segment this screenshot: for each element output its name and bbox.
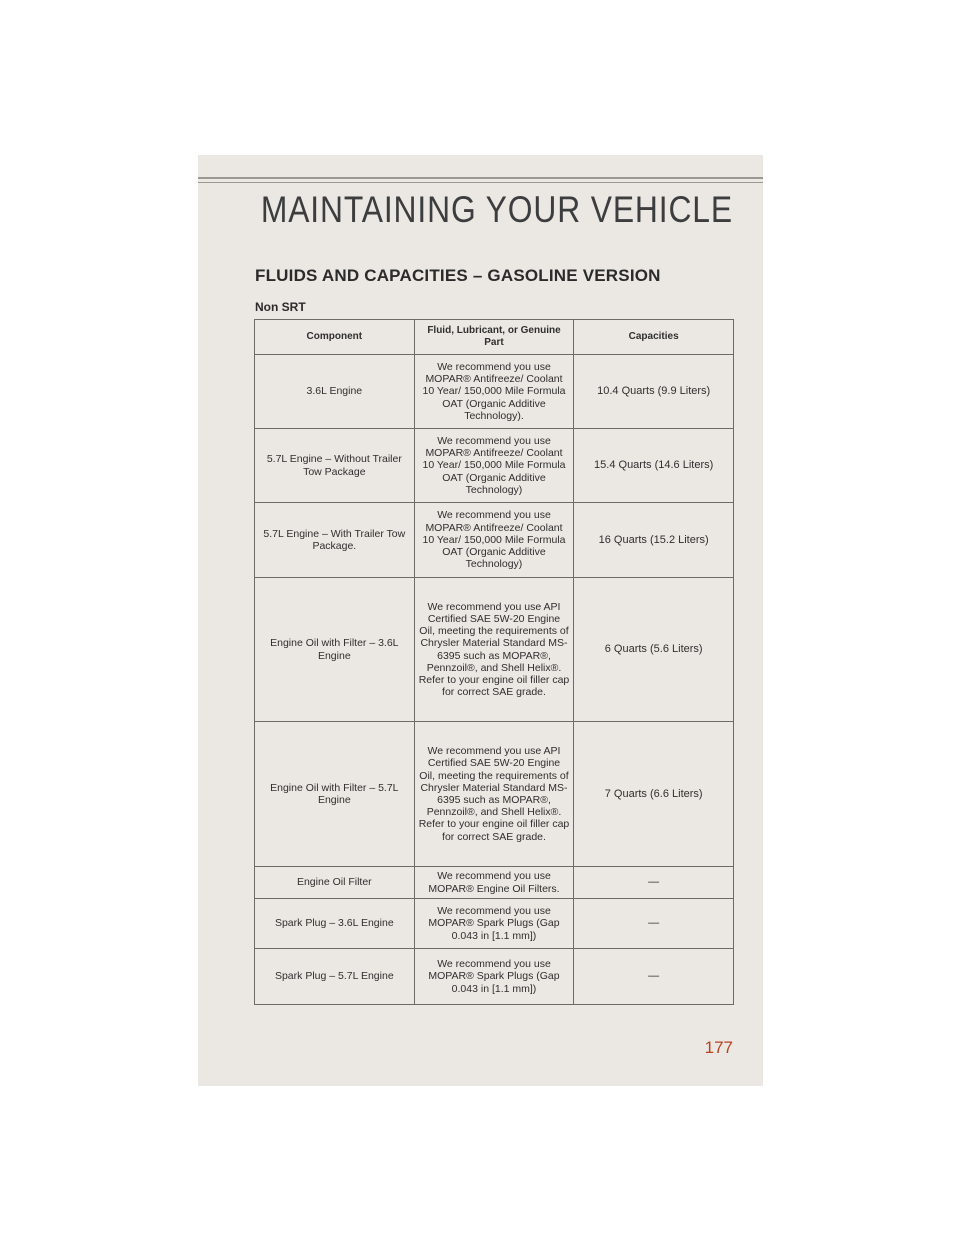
- section-title: FLUIDS AND CAPACITIES – GASOLINE VERSION: [255, 266, 661, 285]
- capacity-cell: 6 Quarts (5.6 Liters): [574, 578, 734, 722]
- capacity-cell: 16 Quarts (15.2 Liters): [574, 503, 734, 578]
- capacity-cell: 10.4 Quarts (9.9 Liters): [574, 355, 734, 429]
- component-cell: Spark Plug – 3.6L Engine: [255, 899, 415, 949]
- fluid-cell: We recommend you use API Certified SAE 5W-20 Engine Oil, meeting the requirements of Chrysler Material Standard MS-6395 such as MOPAR®, Pennzoil®, and Shell Helix®. Refer to your engine oil filler cap for correct SAE grade.: [414, 722, 574, 867]
- column-header-component: Component: [255, 320, 415, 355]
- header-rule-top: [198, 177, 763, 179]
- component-cell: 5.7L Engine – Without Trailer Tow Package: [255, 429, 415, 503]
- table-row: [255, 578, 734, 722]
- page-number: 177: [704, 1038, 733, 1057]
- table-row: [255, 429, 734, 503]
- component-cell: 3.6L Engine: [255, 355, 415, 429]
- fluids-capacities-table: [254, 319, 734, 1005]
- header-rule-bottom: [198, 182, 763, 183]
- capacity-cell: —: [574, 867, 734, 899]
- component-cell: 5.7L Engine – With Trailer Tow Package.: [255, 503, 415, 578]
- chapter-title: MAINTAINING YOUR VEHICLE: [260, 189, 733, 230]
- manual-page: [198, 155, 763, 1086]
- fluid-cell: We recommend you use MOPAR® Antifreeze/ Coolant 10 Year/ 150,000 Mile Formula OAT (Organic Additive Technology): [414, 429, 574, 503]
- component-cell: Engine Oil with Filter – 3.6L Engine: [255, 578, 415, 722]
- table-row: [255, 949, 734, 1005]
- capacity-cell: —: [574, 899, 734, 949]
- capacity-cell: 15.4 Quarts (14.6 Liters): [574, 429, 734, 503]
- column-header-capacities: Capacities: [574, 320, 734, 355]
- fluid-cell: We recommend you use MOPAR® Antifreeze/ Coolant 10 Year/ 150,000 Mile Formula OAT (Organic Additive Technology): [414, 503, 574, 578]
- fluid-cell: We recommend you use MOPAR® Spark Plugs (Gap 0.043 in [1.1 mm]): [414, 949, 574, 1005]
- table-row: [255, 503, 734, 578]
- fluid-cell: We recommend you use MOPAR® Antifreeze/ Coolant 10 Year/ 150,000 Mile Formula OAT (Organic Additive Technology).: [414, 355, 574, 429]
- fluid-cell: We recommend you use MOPAR® Engine Oil Filters.: [414, 867, 574, 899]
- table-row: [255, 355, 734, 429]
- table-row: [255, 722, 734, 867]
- component-cell: Engine Oil with Filter – 5.7L Engine: [255, 722, 415, 867]
- component-cell: Spark Plug – 5.7L Engine: [255, 949, 415, 1005]
- column-header-fluid: Fluid, Lubricant, or Genuine Part: [414, 320, 574, 355]
- component-cell: Engine Oil Filter: [255, 867, 415, 899]
- table-row: [255, 867, 734, 899]
- fluid-cell: We recommend you use API Certified SAE 5W-20 Engine Oil, meeting the requirements of Chrysler Material Standard MS-6395 such as MOPAR®, Pennzoil®, and Shell Helix®. Refer to your engine oil filler cap for correct SAE grade.: [414, 578, 574, 722]
- table-row: [255, 899, 734, 949]
- capacity-cell: 7 Quarts (6.6 Liters): [574, 722, 734, 867]
- table-header-row: [255, 320, 734, 355]
- capacity-cell: —: [574, 949, 734, 1005]
- section-subheading: Non SRT: [255, 300, 306, 314]
- fluid-cell: We recommend you use MOPAR® Spark Plugs (Gap 0.043 in [1.1 mm]): [414, 899, 574, 949]
